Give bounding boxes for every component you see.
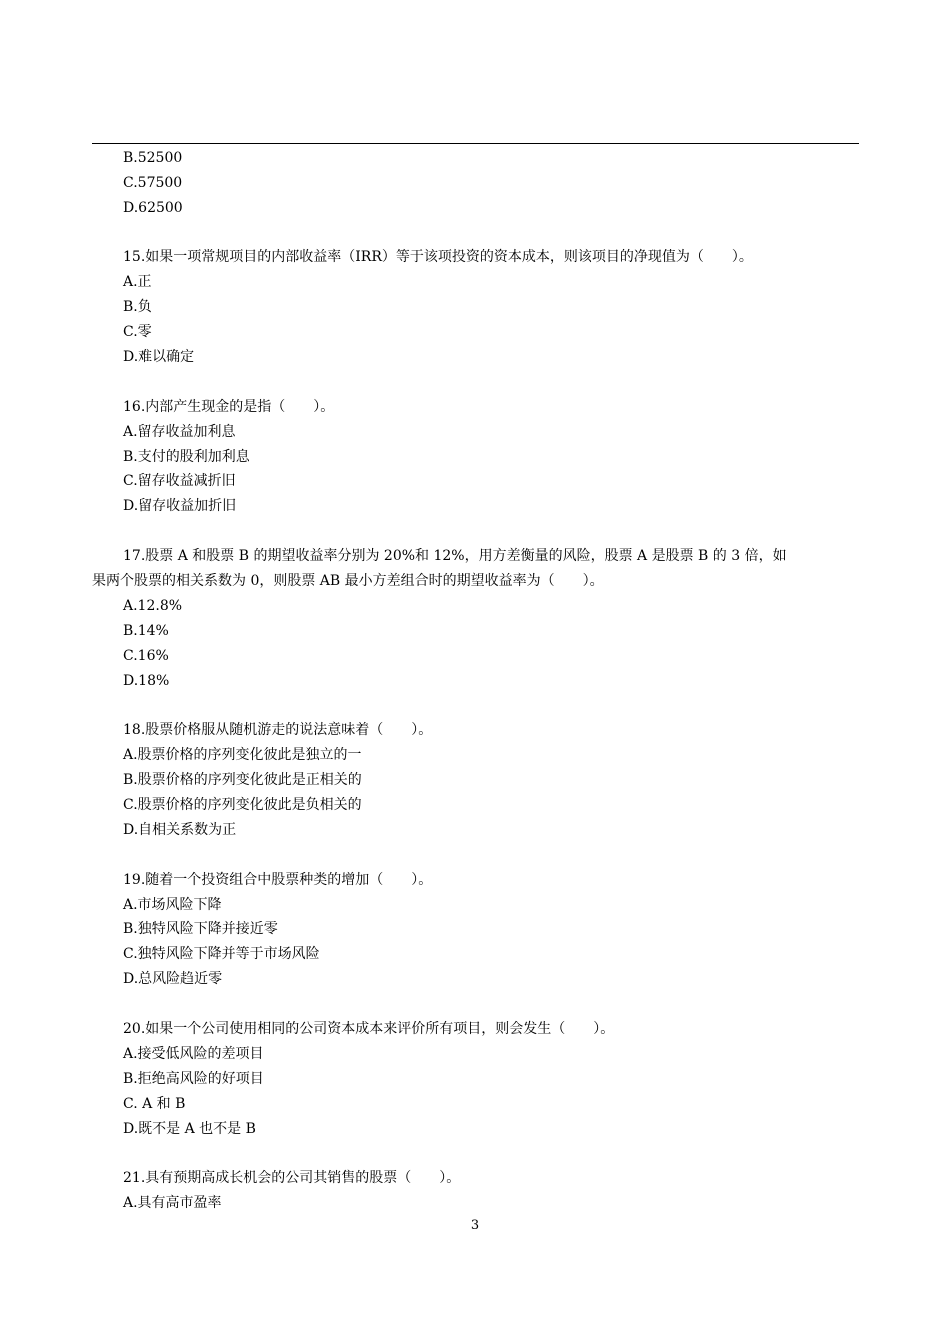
question-17: 17.股票 A 和股票 B 的期望收益率分别为 20%和 12%，用方差衡量的风险，股票 A 是股票 B 的 3 倍，如 <box>123 548 787 564</box>
option-line: B.股票价格的序列变化彼此是正相关的 <box>123 772 362 788</box>
header-rule <box>92 143 859 144</box>
option-line: A.具有高市盈率 <box>123 1195 222 1211</box>
question-15: 15.如果一项常规项目的内部收益率（IRR）等于该项投资的资本成本，则该项目的净现值为（ ）。 <box>123 249 753 265</box>
question-21: 21.具有预期高成长机会的公司其销售的股票（ ）。 <box>123 1170 461 1186</box>
question-18: 18.股票价格服从随机游走的说法意味着（ ）。 <box>123 722 433 738</box>
option-line: A.留存收益加利息 <box>123 424 236 440</box>
option-line: B.14% <box>123 623 169 639</box>
question-19: 19.随着一个投资组合中股票种类的增加（ ）。 <box>123 872 433 888</box>
option-line: D.自相关系数为正 <box>123 822 237 838</box>
option-line: A.市场风险下降 <box>123 897 222 913</box>
option-line: D.62500 <box>123 200 183 216</box>
option-line: C.57500 <box>123 175 183 191</box>
option-line: D.难以确定 <box>123 349 195 365</box>
question-17-continuation: 果两个股票的相关系数为 0，则股票 AB 最小方差组合时的期望收益率为（ ）。 <box>92 573 604 589</box>
question-16: 16.内部产生现金的是指（ ）。 <box>123 399 335 415</box>
page-number: 3 <box>470 1218 480 1233</box>
option-line: A.12.8% <box>123 598 183 614</box>
option-line: C.16% <box>123 648 169 664</box>
option-line: D.既不是 A 也不是 B <box>123 1121 256 1137</box>
option-line: B.52500 <box>123 150 183 166</box>
option-line: D.留存收益加折旧 <box>123 498 237 514</box>
option-line: B.负 <box>123 299 152 315</box>
option-line: B.独特风险下降并接近零 <box>123 921 278 937</box>
question-20: 20.如果一个公司使用相同的公司资本成本来评价所有项目，则会发生（ ）。 <box>123 1021 615 1037</box>
option-line: A.正 <box>123 274 152 290</box>
option-line: D.总风险趋近零 <box>123 971 223 987</box>
option-line: A.接受低风险的差项目 <box>123 1046 264 1062</box>
option-line: B.拒绝高风险的好项目 <box>123 1071 264 1087</box>
option-line: C.零 <box>123 324 152 340</box>
option-line: C. A 和 B <box>123 1096 186 1112</box>
option-line: C.股票价格的序列变化彼此是负相关的 <box>123 797 362 813</box>
option-line: B.支付的股利加利息 <box>123 449 250 465</box>
option-line: C.独特风险下降并等于市场风险 <box>123 946 320 962</box>
option-line: C.留存收益减折旧 <box>123 473 236 489</box>
option-line: A.股票价格的序列变化彼此是独立的一 <box>123 747 362 763</box>
option-line: D.18% <box>123 673 170 689</box>
